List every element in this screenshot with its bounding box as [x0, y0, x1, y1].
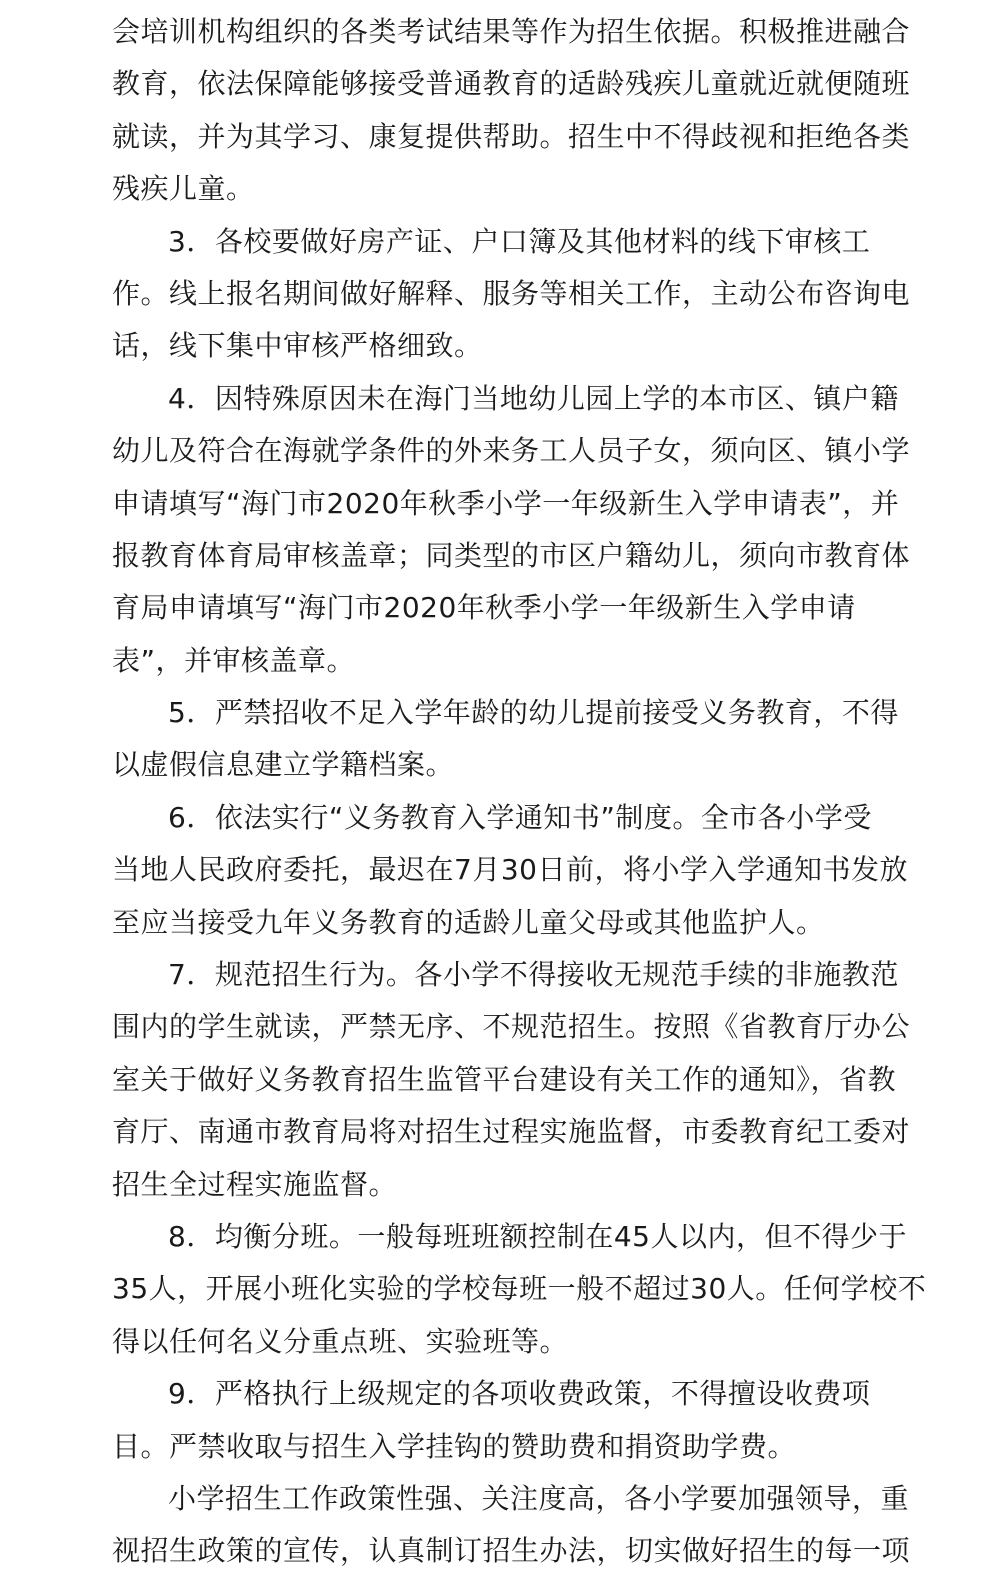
text-line: 残疾儿童。	[112, 172, 255, 206]
document-body	[112, 6, 927, 1578]
text-line: 视招生政策的宣传，认真制订招生办法，切实做好招生的每一项	[112, 1534, 911, 1568]
text-line: 6．依法实行“义务教育入学通知书”制度。全市各小学受	[168, 800, 872, 834]
text-line: 9．严格执行上级规定的各项收费政策，不得擅设收费项	[168, 1377, 871, 1411]
text-line: 报教育体育局审核盖章；同类型的市区户籍幼儿，须向市教育体	[112, 538, 911, 572]
text-line: 8．均衡分班。一般每班班额控制在45人以内，但不得少于	[168, 1219, 907, 1253]
text-line: 得以任何名义分重点班、实验班等。	[112, 1324, 569, 1358]
text-line: 小学招生工作政策性强、关注度高，各小学要加强领导，重	[168, 1481, 910, 1515]
text-line: 申请填写“海门市2020年秋季小学一年级新生入学申请表”，并	[112, 486, 900, 520]
text-line: 幼儿及符合在海就学条件的外来务工人员子女，须向区、镇小学	[112, 434, 911, 468]
text-line: 至应当接受九年义务教育的适龄儿童父母或其他监护人。	[112, 905, 825, 939]
text-line: 当地人民政府委托，最迟在7月30日前，将小学入学通知书发放	[112, 853, 908, 887]
text-line: 目。严禁收取与招生入学挂钩的赞助费和捐资助学费。	[112, 1429, 797, 1463]
text-line: 室关于做好义务教育招生监管平台建设有关工作的通知》，省教	[112, 1062, 897, 1096]
text-line: 3．各校要做好房产证、户口簿及其他材料的线下审核工	[168, 224, 871, 258]
text-line: 围内的学生就读，严禁无序、不规范招生。按照《省教育厅办公	[112, 1010, 911, 1044]
text-line: 育厅、南通市教育局将对招生过程实施监督，市委教育纪工委对	[112, 1115, 911, 1149]
text-line: 表”，并审核盖章。	[112, 643, 356, 677]
text-line: 就读，并为其学习、康复提供帮助。招生中不得歧视和拒绝各类	[112, 119, 911, 153]
text-line: 7．规范招生行为。各小学不得接收无规范手续的非施教范	[168, 958, 899, 992]
text-line: 话，线下集中审核严格细致。	[112, 329, 483, 363]
text-line: 教育，依法保障能够接受普通教育的适龄残疾儿童就近就便随班	[112, 67, 911, 101]
text-line: 会培训机构组织的各类考试结果等作为招生依据。积极推进融合	[112, 15, 911, 48]
text-line: 5．严禁招收不足入学年龄的幼儿提前接受义务教育，不得	[168, 696, 899, 730]
text-line: 招生全过程实施监督。	[112, 1167, 398, 1201]
text-line: 作。线上报名期间做好解释、服务等相关工作，主动公布咨询电	[112, 276, 911, 310]
text-line: 35人，开展小班化实验的学校每班一般不超过30人。任何学校不	[112, 1272, 927, 1306]
text-line: 育局申请填写“海门市2020年秋季小学一年级新生入学申请	[112, 591, 856, 625]
text-line: 以虚假信息建立学籍档案。	[112, 748, 455, 782]
text-line: 4．因特殊原因未在海门当地幼儿园上学的本市区、镇户籍	[168, 381, 899, 415]
